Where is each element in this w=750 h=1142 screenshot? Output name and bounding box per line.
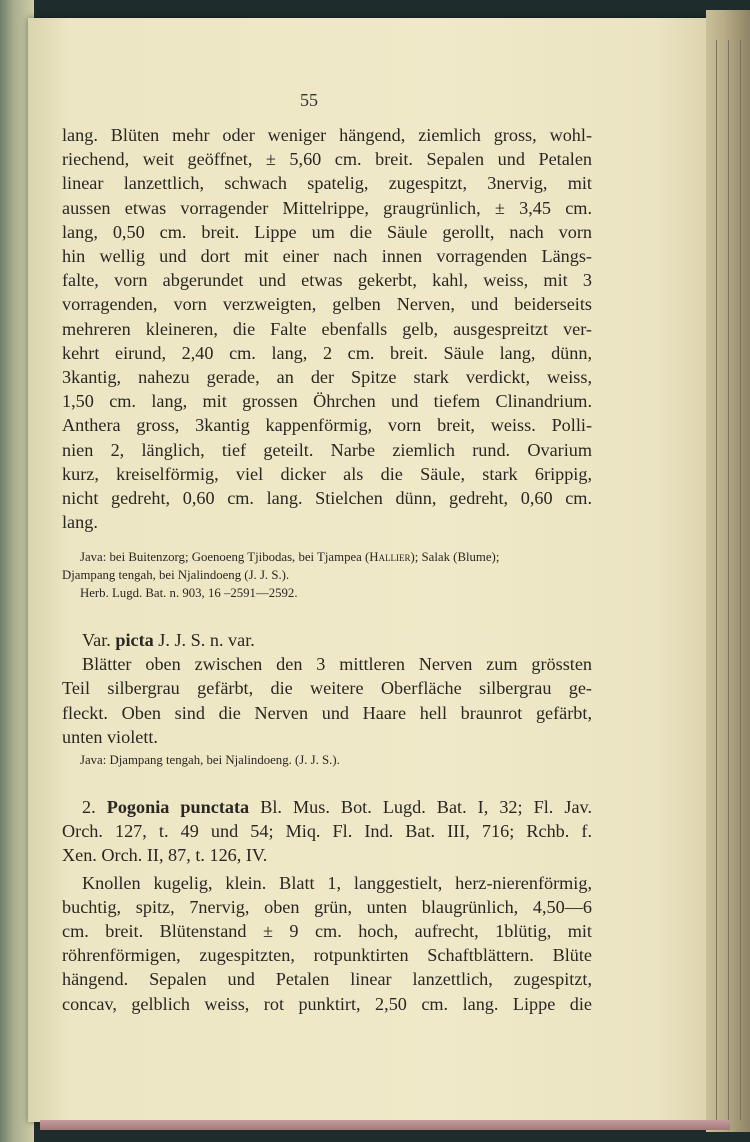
variety-section bbox=[62, 628, 592, 769]
locality-line: Java: Djampang tengah, bei Njalindoeng. (J. J. S.). bbox=[80, 753, 340, 768]
locality-label: Java: bbox=[80, 550, 107, 564]
variety-name: picta bbox=[115, 630, 154, 650]
locality-note bbox=[62, 548, 592, 602]
text-line: lang, 0,50 cm. breit. Lippe um die Säule gerollt, nach vorn bbox=[62, 221, 592, 242]
book-bottom-edge bbox=[40, 1120, 730, 1130]
text-line: nien 2, länglich, tief geteilt. Narbe ziemlich rund. Ovarium bbox=[62, 439, 592, 460]
text-line: fleckt. Oben sind die Nerven und Haare hell braunrot gefärbt, bbox=[62, 702, 592, 723]
citation-line: Xen. Orch. II, 87, t. 126, IV. bbox=[62, 845, 268, 866]
book-right-edge bbox=[706, 10, 750, 1132]
species-heading: 2. Pogonia punctata Bl. Mus. Bot. Lugd. Bat. I, 32; Fl. Jav. bbox=[82, 797, 593, 817]
text-line: 1,50 cm. lang, mit grossen Öhrchen und tiefem Clinandrium. bbox=[62, 391, 592, 412]
locality-label: Java: bbox=[80, 753, 107, 768]
text-line: concav, gelblich weiss, rot punktirt, 2,50 cm. lang. Lippe die bbox=[62, 993, 592, 1014]
species-name: Pogonia punctata bbox=[106, 797, 250, 817]
text-line: lang. bbox=[62, 512, 98, 533]
herbarium-reference: Herb. Lugd. Bat. n. 903, 16 –2591—2592. bbox=[80, 586, 298, 600]
collector-name: Hallier bbox=[369, 550, 411, 564]
text-line: hängend. Sepalen und Petalen linear lanzettlich, zugespitzt, bbox=[62, 969, 592, 990]
text-line: cm. breit. Blütenstand ± 9 cm. hoch, aufrecht, 1blütig, mit bbox=[62, 921, 592, 942]
text-line: Blätter oben zwischen den 3 mittleren Nerven zum grössten bbox=[82, 654, 592, 675]
text-line: kehrt eirund, 2,40 cm. lang, 2 cm. breit. Säule lang, dünn, bbox=[62, 342, 592, 363]
text-line: kurz, kreiselförmig, viel dicker als die Säule, stark 6rippig, bbox=[62, 463, 592, 484]
locality-line: Djampang tengah, bei Njalindoeng (J. J. S.). bbox=[62, 568, 290, 582]
text-line: Teil silbergrau gefärbt, die weitere Oberfläche silbergrau ge- bbox=[62, 678, 592, 699]
text-line: unten violett. bbox=[62, 726, 158, 747]
text-line: röhrenförmigen, zugespitzten, rotpunktirten Schaftblättern. Blüte bbox=[62, 945, 592, 966]
text-line: buchtig, spitz, 7nervig, oben grün, unten blaugrünlich, 4,50—6 bbox=[62, 896, 592, 917]
text-line: 3kantig, nahezu gerade, an der Spitze stark verdickt, weiss, bbox=[62, 367, 592, 388]
species-section bbox=[62, 795, 592, 1016]
locality-line: Java: bei Buitenzorg; Goenoeng Tjibodas, bei Tjampea (Hallier); Salak (Blume); bbox=[80, 550, 500, 564]
text-line: vorragenden, vorn verzweigten, gelben Nerven, und beiderseits bbox=[62, 294, 592, 315]
text-line: falte, vorn abgerundet und etwas gekerbt, kahl, weiss, mit 3 bbox=[62, 270, 592, 291]
text-line: mehreren kleineren, die Falte ebenfalls gelb, ausgespreitzt ver- bbox=[62, 318, 592, 339]
citation-line: Orch. 127, t. 49 und 54; Miq. Fl. Ind. Bat. III, 716; Rchb. f. bbox=[62, 821, 592, 842]
description-paragraph bbox=[62, 123, 592, 534]
text-line: aussen etwas vorragender Mittelrippe, graugrünlich, ± 3,45 cm. bbox=[62, 197, 592, 218]
text-line: linear lanzettlich, schwach spatelig, zugespitzt, 3nervig, mit bbox=[62, 173, 592, 194]
text-line: Anthera gross, 3kantig kappenförmig, vorn breit, weiss. Polli- bbox=[62, 415, 592, 436]
text-line: Knollen kugelig, klein. Blatt 1, langgestielt, herz-nierenförmig, bbox=[82, 872, 592, 893]
page-number: 55 bbox=[300, 90, 318, 110]
variety-heading: Var. picta J. J. S. n. var. bbox=[82, 630, 255, 650]
text-line: hin wellig und dort mit einer nach innen vorragenden Längs- bbox=[62, 246, 592, 267]
text-line: nicht gedreht, 0,60 cm. lang. Stielchen dünn, gedreht, 0,60 cm. bbox=[62, 488, 592, 509]
text-line: lang. Blüten mehr oder weniger hängend, ziemlich gross, wohl- bbox=[62, 125, 592, 145]
text-line: riechend, weit geöffnet, ± 5,60 cm. breit. Sepalen und Petalen bbox=[62, 149, 592, 170]
